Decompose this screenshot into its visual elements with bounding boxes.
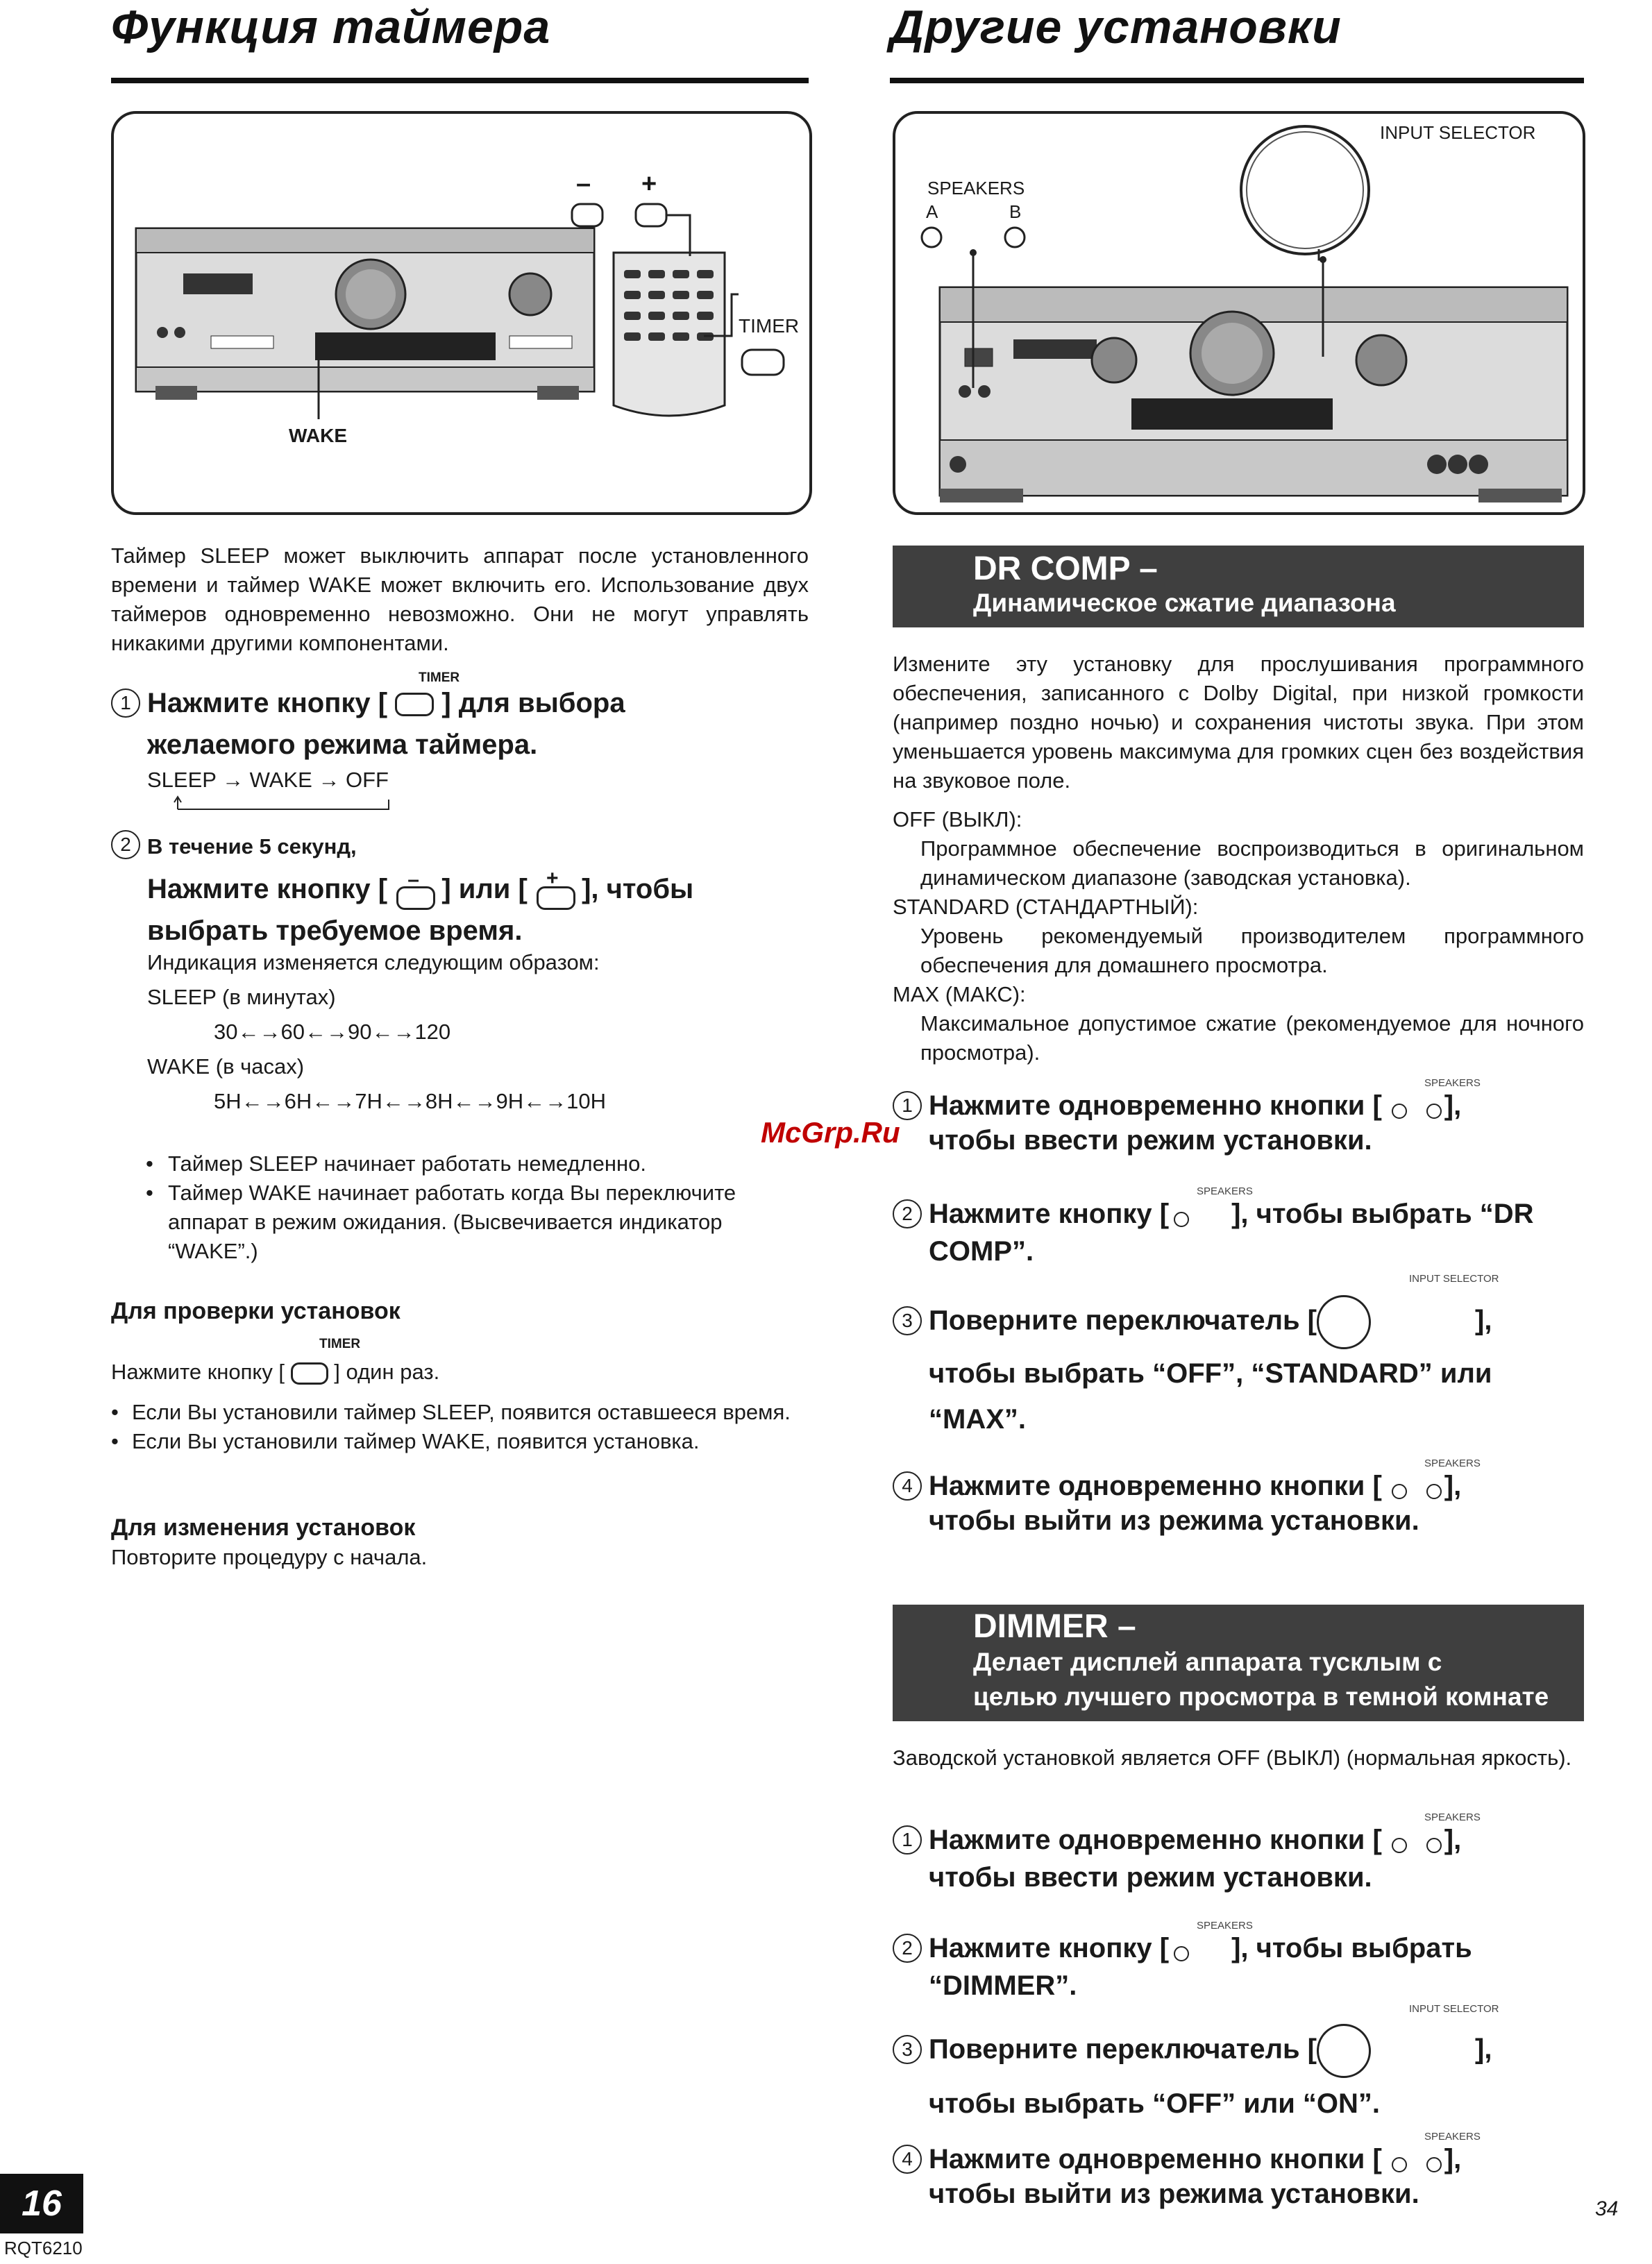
input-selector-label: INPUT SELECTOR xyxy=(1380,122,1536,143)
indication-text: Индикация изменяется следующим образом: xyxy=(147,950,600,974)
note-item: • Если Вы установили таймер SLEEP, появится оставшееся время. xyxy=(111,1400,791,1424)
step3-text-a: Поверните переключатель [ xyxy=(929,1305,1317,1336)
step-number: 4 xyxy=(893,1471,922,1501)
step-number: 2 xyxy=(111,830,140,859)
dimmer-subtitle-2: целью лучшего просмотра в темной комнате xyxy=(973,1682,1549,1711)
drcomp-step2-line2: COMP”. xyxy=(929,1236,1034,1267)
receiver-settings-drawing xyxy=(895,114,1583,512)
note-text: Если Вы установили таймер WAKE, появится установка. xyxy=(132,1429,700,1453)
drcomp-step4-line2: чтобы выйти из режима установки. xyxy=(929,1505,1419,1536)
timer-step1-line2: желаемого режима таймера. xyxy=(147,729,538,760)
step1-text-a: Нажмите одновременно кнопки [ xyxy=(929,1090,1382,1121)
speakers-ab-icon xyxy=(1382,1093,1444,1121)
note-item: • Если Вы установили таймер WAKE, появится установка. xyxy=(111,1429,700,1453)
step-number: 3 xyxy=(893,1306,922,1335)
drcomp-standard-label: STANDARD (СТАНДАРТНЫЙ): xyxy=(893,895,1199,919)
dimmer-step3 xyxy=(893,2024,1584,2078)
speakers-small-caption: SPEAKERS xyxy=(1197,1920,1253,1932)
step1-text-b: ], xyxy=(1444,1825,1462,1855)
minus-button-icon xyxy=(395,868,434,904)
note-text: Таймер SLEEP начинает работать немедленно. xyxy=(168,1151,646,1176)
right-page-title: Другие установки xyxy=(890,1,1342,53)
timer-intro: Таймер SLEEP может выключить аппарат после установленного времени и таймер WAKE может включить его. Использование двух таймеров одновременно невозможно. Они не могут управлять никакими другими компонентами. xyxy=(111,543,809,655)
step-number: 1 xyxy=(893,1091,922,1120)
dimmer-title: DIMMER – xyxy=(973,1608,1136,1645)
plus-button-shape xyxy=(537,886,575,910)
left-title-rule xyxy=(111,78,809,83)
note-text: Если Вы установили таймер SLEEP, появится оставшееся время. xyxy=(132,1400,791,1424)
dimmer-step1-line2: чтобы ввести режим установки. xyxy=(929,1862,1372,1893)
step2-text-a: Нажмите кнопку [ xyxy=(929,1933,1170,1963)
drcomp-intro: Измените эту установку для прослушивания программного обеспечения, записанного с Dolby Digital, при низкой громкости (например поздно ночью) и сохранения чистоты звука. При этом уменьшается уровень максимума для громких сцен без воздействия на звуковое поле. xyxy=(893,652,1584,793)
drcomp-standard-desc: Уровень рекомендуемый производителем программного обеспечения для домашнего просмотра. xyxy=(920,924,1584,977)
drcomp-step1 xyxy=(893,1087,1584,1124)
input-selector-dial-icon xyxy=(1317,2024,1371,2078)
plus-sign: + xyxy=(546,867,559,890)
sequence-return-arrow xyxy=(174,795,396,812)
step2-text-a: Нажмите кнопку [ xyxy=(929,1199,1170,1229)
check-text-b: ] один раз. xyxy=(334,1360,440,1384)
drcomp-step1-line2: чтобы ввести режим установки. xyxy=(929,1125,1372,1156)
step-number: 3 xyxy=(893,2035,922,2064)
wake-label: WAKE xyxy=(289,425,347,446)
note-text: Таймер WAKE начинает работать когда Вы переключите аппарат в режим ожидания. (Высвечивается индикатор “WAKE”.) xyxy=(168,1181,736,1263)
step2-text-b: ], чтобы выбрать xyxy=(1231,1933,1472,1963)
step-number: 1 xyxy=(111,689,140,718)
speakers-ab-icon xyxy=(1382,1827,1444,1855)
dimmer-intro: Заводской установкой является OFF (ВЫКЛ) (нормальная яркость). xyxy=(893,1746,1572,1770)
input-selector-dial-icon xyxy=(1317,1295,1371,1349)
check-heading: Для проверки установок xyxy=(111,1298,401,1324)
step2-text-mid: ] или [ xyxy=(441,874,528,904)
step-number: 1 xyxy=(893,1825,922,1855)
right-title-rule xyxy=(890,78,1584,83)
timer-button-icon xyxy=(291,1362,328,1385)
timer-step2-pre xyxy=(111,830,357,861)
drcomp-off-label: OFF (ВЫКЛ): xyxy=(893,807,1022,831)
plus-button-icon xyxy=(535,867,574,904)
drcomp-step3-line3: “MAX”. xyxy=(929,1404,1026,1435)
check-notes xyxy=(111,1398,809,1456)
speakers-small-caption: SPEAKERS xyxy=(1424,1811,1481,1823)
timer-button-icon xyxy=(395,693,434,716)
speaker-a-label: A xyxy=(926,201,938,222)
timer-step1 xyxy=(111,684,809,722)
step3-text-a: Поверните переключатель [ xyxy=(929,2034,1317,2065)
speaker-a-icon xyxy=(1169,1201,1231,1229)
drcomp-max-label: MAX (МАКС): xyxy=(893,982,1026,1006)
dimmer-step1 xyxy=(893,1821,1584,1859)
step2-pre-text: В течение 5 секунд, xyxy=(147,834,357,859)
settings-illustration xyxy=(893,111,1585,515)
speakers-small-caption: SPEAKERS xyxy=(1197,1185,1253,1197)
step3-text-b: ], xyxy=(1475,2034,1492,2065)
step3-text-b: ], xyxy=(1475,1305,1492,1336)
speaker-b-label: B xyxy=(1009,201,1022,222)
speaker-a-icon xyxy=(1169,1936,1231,1963)
step-number: 2 xyxy=(893,1199,922,1228)
speakers-small-caption: SPEAKERS xyxy=(1424,1077,1481,1089)
note-item: • Таймер WAKE начинает работать когда Вы переключите аппарат в режим ожидания. (Высвечивается индикатор “WAKE”.) xyxy=(146,1181,736,1263)
check-button-caption: TIMER xyxy=(319,1337,361,1351)
minus-button-shape xyxy=(396,886,435,910)
input-selector-small-caption: INPUT SELECTOR xyxy=(1409,1273,1499,1285)
step2-text-b: ], чтобы выбрать “DR xyxy=(1231,1199,1534,1229)
drcomp-step4 xyxy=(893,1467,1584,1505)
speakers-small-caption: SPEAKERS xyxy=(1424,2131,1481,2143)
wake-sequence: 5H←→6H←→7H←→8H←→9H←→10H xyxy=(214,1089,607,1113)
step1-text-b: ] для выбора xyxy=(441,688,625,718)
step4-text-b: ], xyxy=(1444,1471,1462,1501)
timer-label: TIMER xyxy=(739,315,800,337)
dimmer-subtitle-1: Делает дисплей аппарата тусклым с xyxy=(973,1648,1442,1676)
speakers-small-caption: SPEAKERS xyxy=(1424,1458,1481,1469)
wake-hours-label: WAKE (в часах) xyxy=(147,1054,305,1079)
note-item: • Таймер SLEEP начинает работать немедленно. xyxy=(146,1151,646,1176)
left-page-number: 16 xyxy=(0,2174,83,2233)
change-text: Повторите процедуру с начала. xyxy=(111,1545,428,1569)
minus-label: – xyxy=(576,169,591,198)
step4-text-b: ], xyxy=(1444,2144,1462,2174)
drcomp-step3 xyxy=(893,1295,1584,1349)
step-number: 2 xyxy=(893,1934,922,1963)
step4-text-a: Нажмите одновременно кнопки [ xyxy=(929,2144,1382,2174)
speakers-ab-icon xyxy=(1382,1473,1444,1501)
dimmer-banner xyxy=(893,1605,1584,1721)
check-text-a: Нажмите кнопку [ xyxy=(111,1360,285,1384)
step1-text-a: Нажмите кнопку [ xyxy=(147,688,388,718)
drcomp-title: DR COMP – xyxy=(973,550,1158,587)
input-selector-small-caption: INPUT SELECTOR xyxy=(1409,2003,1499,2015)
timer-illustration xyxy=(111,111,812,515)
sleep-sequence: 30←→60←→90←→120 xyxy=(214,1020,451,1044)
step1-text-b: ], xyxy=(1444,1090,1462,1121)
dimmer-step3-line2: чтобы выбрать “OFF” или “ON”. xyxy=(929,2088,1381,2119)
step-number: 4 xyxy=(893,2145,922,2174)
dimmer-step4 xyxy=(893,2140,1584,2178)
plus-label: + xyxy=(641,169,657,198)
drcomp-banner xyxy=(893,546,1584,627)
dimmer-step4-line2: чтобы выйти из режима установки. xyxy=(929,2179,1419,2209)
step2-text-b: ], чтобы xyxy=(582,874,694,904)
speakers-label: SPEAKERS xyxy=(927,178,1025,198)
dimmer-step2-line2: “DIMMER”. xyxy=(929,1970,1077,2001)
step4-text-a: Нажмите одновременно кнопки [ xyxy=(929,1471,1382,1501)
check-text xyxy=(111,1358,439,1387)
drcomp-max-desc: Максимальное допустимое сжатие (рекомендуемое для ночного просмотра). xyxy=(920,1011,1584,1065)
step1-text-a: Нажмите одновременно кнопки [ xyxy=(929,1825,1382,1855)
speakers-ab-icon xyxy=(1382,2147,1444,2174)
drcomp-step2 xyxy=(893,1195,1584,1233)
timer-step2-line2: выбрать требуемое время. xyxy=(147,915,523,946)
step2-text-a: Нажмите кнопку [ xyxy=(147,874,388,904)
right-page-number: 34 xyxy=(1595,2197,1619,2220)
dimmer-step2 xyxy=(893,1929,1584,1967)
document-code: RQT6210 xyxy=(4,2238,83,2258)
timer-step2 xyxy=(147,867,814,908)
drcomp-subtitle: Динамическое сжатие диапазона xyxy=(973,589,1396,617)
sleep-label: SLEEP (в минутах) xyxy=(147,985,336,1009)
left-page-title: Функция таймера xyxy=(111,1,551,53)
watermark: McGrp.Ru xyxy=(761,1116,900,1149)
receiver-front-drawing xyxy=(114,114,809,512)
step1-button-caption: TIMER xyxy=(419,670,460,685)
timer-mode-sequence: SLEEP → WAKE → OFF xyxy=(147,768,389,792)
change-heading: Для изменения установок xyxy=(111,1514,416,1541)
drcomp-step3-line2: чтобы выбрать “OFF”, “STANDARD” или xyxy=(929,1358,1492,1389)
drcomp-off-desc: Программное обеспечение воспроизводиться в оригинальном динамическом диапазоне (заводская установка). xyxy=(920,836,1584,890)
minus-sign: – xyxy=(407,868,419,892)
timer-notes xyxy=(146,1149,809,1266)
